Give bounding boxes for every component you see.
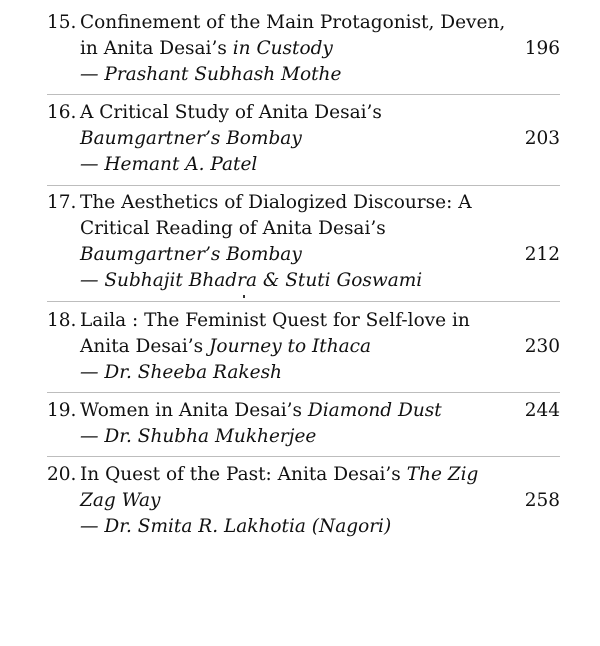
- toc-entry-author-line: [0, 62, 600, 88]
- entry-title-line: Baumgartner’s Bombay: [80, 244, 302, 265]
- page-number: 230: [524, 336, 560, 357]
- entry-title-line: Zag Way: [80, 490, 161, 511]
- toc-entry-line: [0, 308, 600, 334]
- toc-entry-author-line: [0, 360, 600, 386]
- entry-number: 18.: [47, 310, 77, 331]
- entry-number: 17.: [47, 192, 77, 213]
- toc-entry-author-line: [0, 424, 600, 450]
- entry-author: — Dr. Smita R. Lakhotia (Nagori): [80, 516, 392, 537]
- entry-divider: [47, 456, 560, 457]
- page-number: 212: [524, 244, 560, 265]
- entry-title-line: Baumgartner’s Bombay: [80, 128, 302, 149]
- toc-entry-line: [0, 126, 600, 152]
- scan-speck: [243, 295, 245, 298]
- page-number: 244: [524, 400, 560, 421]
- page-number: 258: [524, 490, 560, 511]
- entry-title-line: A Critical Study of Anita Desai’s: [80, 102, 382, 123]
- entry-title-line: Critical Reading of Anita Desai’s: [80, 218, 386, 239]
- toc-entry-author-line: [0, 514, 600, 540]
- toc-entry-line: [0, 334, 600, 360]
- entry-divider: [47, 185, 560, 186]
- entry-divider: [47, 94, 560, 95]
- entry-number: 15.: [47, 12, 77, 33]
- entry-number: 19.: [47, 400, 77, 421]
- toc-entry-line: [0, 398, 600, 424]
- entry-author: — Hemant A. Patel: [80, 154, 258, 175]
- entry-number: 20.: [47, 464, 77, 485]
- entry-divider: [47, 392, 560, 393]
- toc-entry-line: [0, 10, 600, 36]
- entry-author: — Subhajit Bhadra & Stuti Goswami: [80, 270, 423, 291]
- entry-author: — Dr. Shubha Mukherjee: [80, 426, 317, 447]
- entry-title-line: Women in Anita Desai’s Diamond Dust: [80, 400, 442, 421]
- toc-entry-line: [0, 216, 600, 242]
- entry-title-line: In Quest of the Past: Anita Desai’s The Zig: [80, 464, 479, 485]
- toc-entry-line: [0, 190, 600, 216]
- toc-entry-line: [0, 36, 600, 62]
- entry-divider: [47, 301, 560, 302]
- page-number: 203: [524, 128, 560, 149]
- page-number: 196: [524, 38, 560, 59]
- toc-entry-author-line: [0, 268, 600, 294]
- toc-entry-line: [0, 242, 600, 268]
- entry-author: — Prashant Subhash Mothe: [80, 64, 342, 85]
- entry-title-line: in Anita Desai’s in Custody: [80, 38, 333, 59]
- entry-title-line: Laila : The Feminist Quest for Self-love in: [80, 310, 470, 331]
- entry-author: — Dr. Sheeba Rakesh: [80, 362, 282, 383]
- toc-entry-line: [0, 488, 600, 514]
- toc-entry-line: [0, 100, 600, 126]
- entry-title-line: Confinement of the Main Protagonist, Deven,: [80, 12, 506, 33]
- entry-title-line: Anita Desai’s Journey to Ithaca: [80, 336, 372, 357]
- toc-entry-line: [0, 462, 600, 488]
- entry-title-line: The Aesthetics of Dialogized Discourse: A: [80, 192, 472, 213]
- entry-number: 16.: [47, 102, 77, 123]
- toc-entry-author-line: [0, 152, 600, 178]
